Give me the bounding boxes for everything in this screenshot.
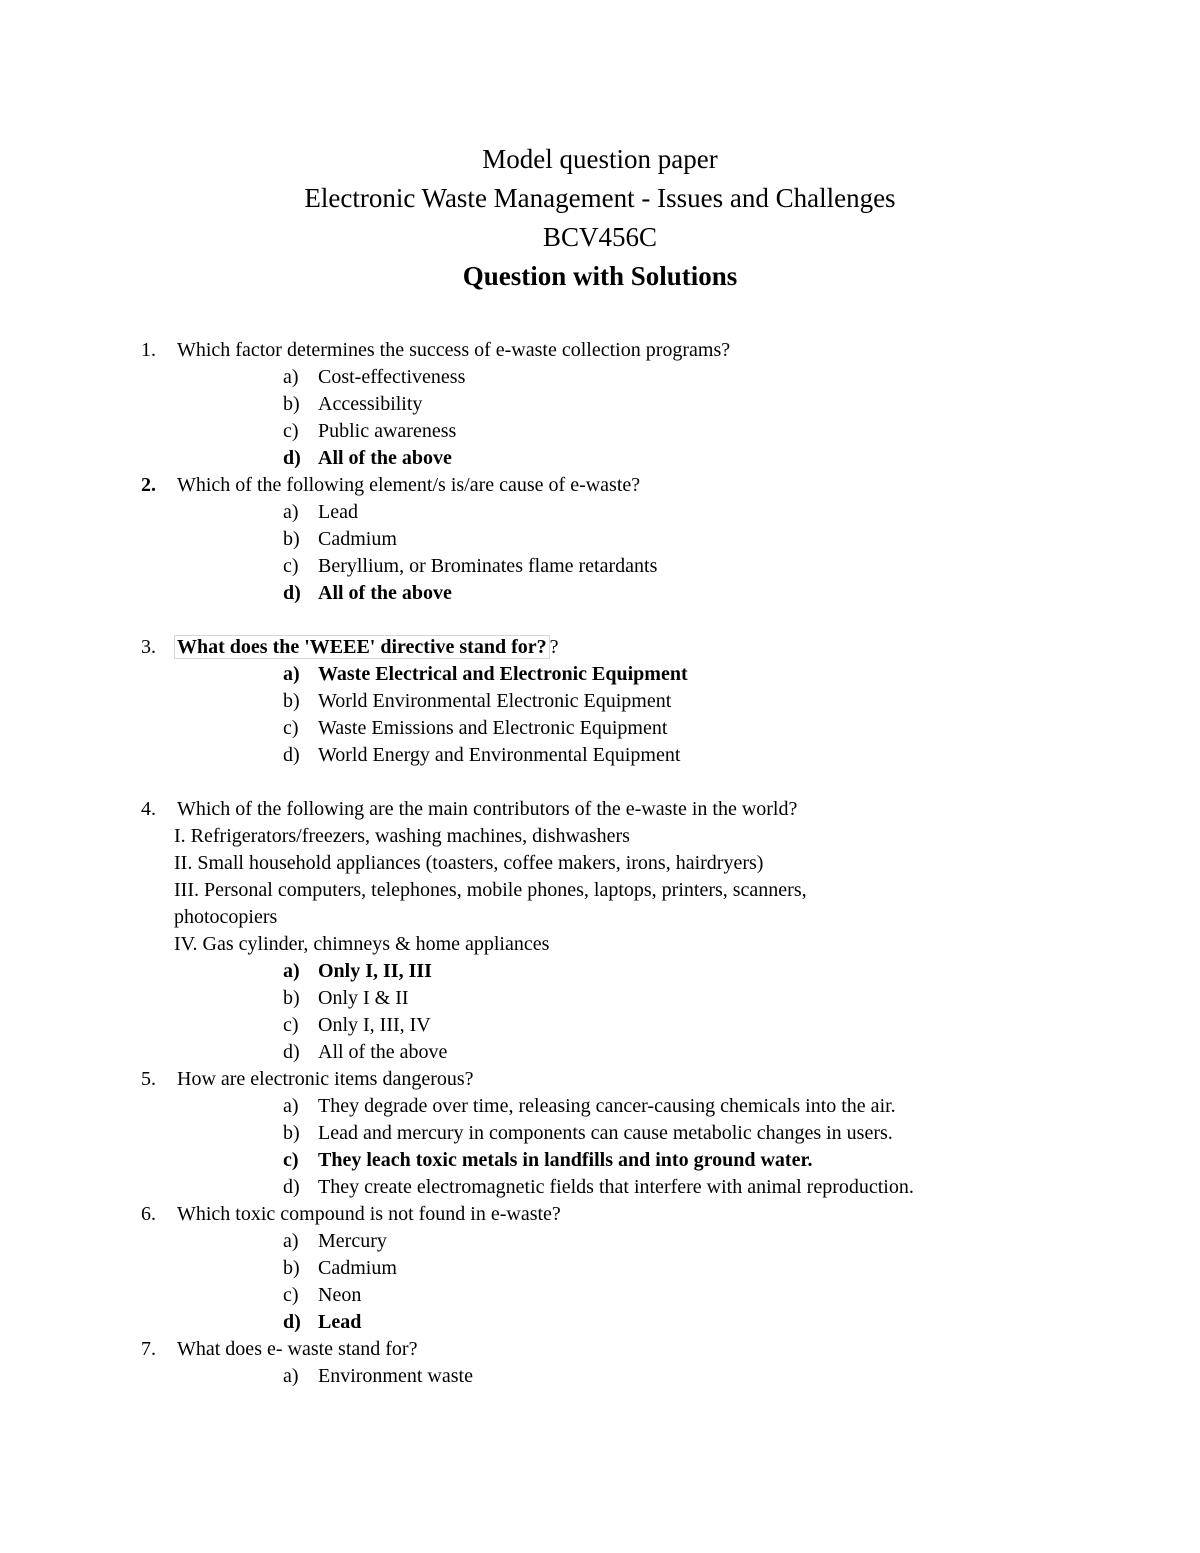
question-3 [0, 634, 1200, 769]
option-text: Mercury [318, 1230, 387, 1252]
option-letter: b) [283, 1122, 300, 1144]
option-letter: a) [283, 1230, 299, 1252]
option-letter: a) [283, 366, 299, 388]
sub-item: I. Refrigerators/freezers, washing machines, dishwashers [174, 825, 630, 847]
option-text: Accessibility [318, 393, 423, 415]
option-letter: d) [283, 1176, 300, 1198]
option-letter: d) [283, 1311, 301, 1333]
option-text: World Energy and Environmental Equipment [318, 744, 681, 766]
option-d [0, 1039, 1200, 1066]
option-b [0, 688, 1200, 715]
option-letter: a) [283, 1095, 299, 1117]
question-number: 3. [141, 636, 156, 658]
question-number: 2. [141, 474, 156, 496]
option-c [0, 418, 1200, 445]
header-subtitle: Question with Solutions [462, 261, 738, 291]
option-b [0, 391, 1200, 418]
option-c [0, 715, 1200, 742]
option-c [0, 553, 1200, 580]
option-letter: b) [283, 987, 300, 1009]
option-b [0, 985, 1200, 1012]
option-a-correct [0, 958, 1200, 985]
option-c [0, 1282, 1200, 1309]
option-letter: c) [283, 555, 299, 577]
option-d-correct [0, 1309, 1200, 1336]
option-a [0, 1363, 1200, 1390]
option-c-correct [0, 1147, 1200, 1174]
option-text: All of the above [318, 1041, 448, 1063]
option-letter: d) [283, 1041, 300, 1063]
option-text: They create electromagnetic fields that interfere with animal reproduction. [318, 1176, 914, 1198]
question-text: Which toxic compound is not found in e-waste? [177, 1203, 561, 1225]
question-number: 4. [141, 798, 156, 820]
question-number: 1. [141, 339, 156, 361]
option-text: Waste Electrical and Electronic Equipment [318, 663, 688, 685]
option-text: They leach toxic metals in landfills and into ground water. [318, 1149, 813, 1171]
option-d-correct [0, 580, 1200, 607]
option-letter: c) [283, 1014, 299, 1036]
option-letter: d) [283, 447, 301, 469]
question-text: What does e- waste stand for? [177, 1338, 418, 1360]
option-text: Only I, II, III [318, 960, 432, 982]
question-number: 5. [141, 1068, 156, 1090]
header-code: BCV456C [542, 222, 658, 252]
sub-item: II. Small household appliances (toasters, coffee makers, irons, hairdryers) [174, 852, 764, 874]
option-letter: b) [283, 1257, 300, 1279]
option-text: Public awareness [318, 420, 457, 442]
header-subject: Electronic Waste Management - Issues and Challenges [304, 183, 896, 213]
option-text: Neon [318, 1284, 362, 1306]
question-number: 6. [141, 1203, 156, 1225]
sub-item: III. Personal computers, telephones, mobile phones, laptops, printers, scanners, [174, 879, 807, 901]
option-letter: b) [283, 393, 300, 415]
option-text: Lead [318, 501, 358, 523]
option-c [0, 1012, 1200, 1039]
question-text: How are electronic items dangerous? [177, 1068, 474, 1090]
header-title: Model question paper [482, 144, 718, 174]
option-a [0, 499, 1200, 526]
question-text: Which of the following are the main contributors of the e-waste in the world? [177, 798, 798, 820]
option-letter: a) [283, 1365, 299, 1387]
question-text-suffix: ? [549, 636, 559, 658]
option-letter: c) [283, 420, 299, 442]
option-text: Lead and mercury in components can cause metabolic changes in users. [318, 1122, 893, 1144]
question-7 [0, 1336, 1200, 1390]
option-text: All of the above [318, 447, 452, 469]
option-letter: d) [283, 744, 300, 766]
option-a [0, 364, 1200, 391]
option-text: Beryllium, or Brominates flame retardants [318, 555, 658, 577]
option-d [0, 1174, 1200, 1201]
option-a [0, 1093, 1200, 1120]
option-text: They degrade over time, releasing cancer-causing chemicals into the air. [318, 1095, 896, 1117]
option-text: Waste Emissions and Electronic Equipment [318, 717, 668, 739]
option-letter: c) [283, 717, 299, 739]
question-text: Which of the following element/s is/are cause of e-waste? [177, 474, 641, 496]
option-text: Cost-effectiveness [318, 366, 466, 388]
option-letter: c) [283, 1149, 299, 1171]
question-number: 7. [141, 1338, 156, 1360]
option-text: World Environmental Electronic Equipment [318, 690, 672, 712]
option-a-correct [0, 661, 1200, 688]
option-letter: b) [283, 528, 300, 550]
sub-item: photocopiers [174, 906, 278, 928]
option-text: All of the above [318, 582, 452, 604]
option-letter: a) [283, 960, 300, 982]
option-b [0, 526, 1200, 553]
option-letter: a) [283, 663, 300, 685]
option-a [0, 1228, 1200, 1255]
question-text: Which factor determines the success of e-waste collection programs? [177, 339, 731, 361]
question-6 [0, 1201, 1200, 1336]
option-letter: a) [283, 501, 299, 523]
option-text: Cadmium [318, 1257, 397, 1279]
option-text: Only I, III, IV [318, 1014, 431, 1036]
option-b [0, 1120, 1200, 1147]
question-text: What does the 'WEEE' directive stand for? [174, 635, 550, 659]
option-d-correct [0, 445, 1200, 472]
document-header [0, 140, 1200, 296]
option-letter: b) [283, 690, 300, 712]
option-text: Lead [318, 1311, 362, 1333]
option-d [0, 742, 1200, 769]
option-text: Cadmium [318, 528, 397, 550]
question-1 [0, 337, 1200, 472]
option-text: Environment waste [318, 1365, 473, 1387]
question-list [0, 337, 1200, 1390]
sub-item: IV. Gas cylinder, chimneys & home appliances [174, 933, 550, 955]
question-4 [0, 796, 1200, 1066]
question-5 [0, 1066, 1200, 1201]
option-text: Only I & II [318, 987, 409, 1009]
option-letter: d) [283, 582, 301, 604]
question-2 [0, 472, 1200, 607]
option-letter: c) [283, 1284, 299, 1306]
option-b [0, 1255, 1200, 1282]
